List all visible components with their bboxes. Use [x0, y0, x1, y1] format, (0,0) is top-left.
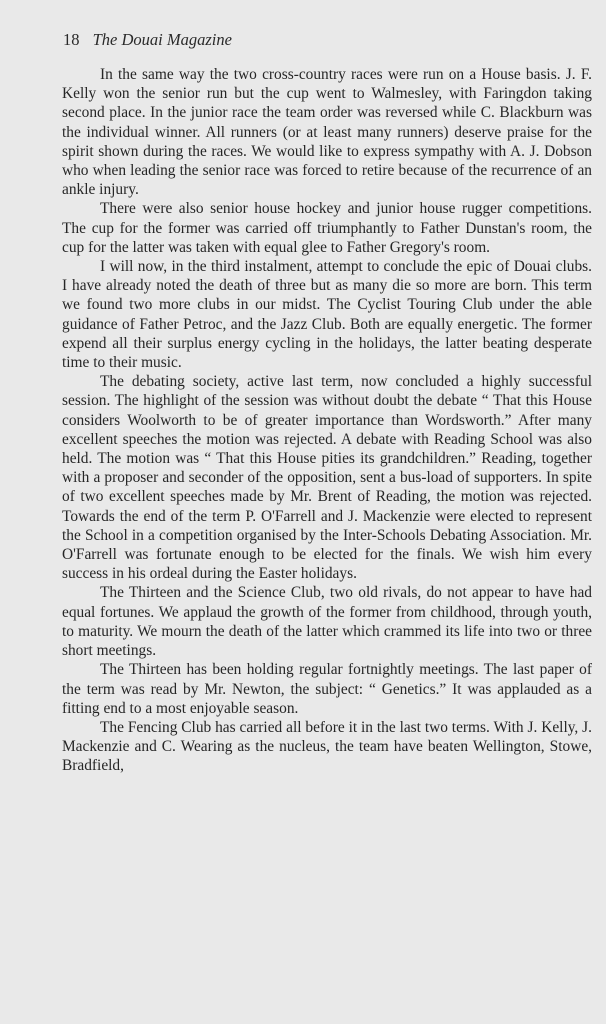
- paragraph-house-competitions: There were also senior house hockey and junior house rugger competitions. The cup for the former was carried off triumphantly to Father Dunstan's room, the cup for the latter was taken with equal glee to Father Gregory's room.: [62, 200, 592, 256]
- paragraph-douai-clubs: I will now, in the third instalment, attempt to conclude the epic of Douai clubs. I have already noted the death of three but as many die so more are born. This term we found two more clubs in our midst. The Cyclist Touring Club under the able guidance of Father Petroc, and the Jazz Club. Both are equally energetic. The former expend all their surplus energy cycling in the holidays, the latter beating desperate time to their music.: [62, 258, 592, 372]
- magazine-title: The Douai Magazine: [92, 30, 232, 49]
- page-number: 18: [63, 30, 80, 49]
- article-body: [62, 65, 592, 776]
- page-header: [63, 30, 232, 50]
- paragraph-thirteen-meetings: The Thirteen has been holding regular fortnightly meetings. The last paper of the term was read by Mr. Newton, the subject: “ Genetics.” It was applauded as a fitting end to a most enjoyable season.: [62, 661, 592, 717]
- paragraph-cross-country: In the same way the two cross-country races were run on a House basis. J. F. Kelly won the senior run but the cup went to Walmesley, with Faringdon taking second place. In the junior race the team order was reversed while C. Blackburn was the individual winner. All runners (or at least many runners) deserve praise for the spirit shown during the races. We would like to express sympathy with A. J. Dobson who when leading the senior race was forced to retire because of the recurrence of an ankle injury.: [62, 66, 592, 199]
- paragraph-fencing-club: The Fencing Club has carried all before it in the last two terms. With J. Kelly, J. Mackenzie and C. Wearing as the nucleus, the team have beaten Wellington, Stowe, Bradfield,: [62, 718, 592, 775]
- paragraph-thirteen-science-club: The Thirteen and the Science Club, two old rivals, do not appear to have had equal fortunes. We applaud the growth of the former from childhood, through youth, to maturity. We mourn the death of the latter which crammed its life into two or three short meetings.: [62, 584, 592, 660]
- paragraph-debating-society: The debating society, active last term, now concluded a highly successful session. The highlight of the session was without doubt the debate “ That this House considers Woolworth to be of greater importance than Wordsworth.” After many excellent speeches the motion was rejected. A debate with Reading School was also held. The motion was “ That this House pities its grandchildren.” Reading, together with a proposer and seconder of the opposition, sent a bus-load of supporters. In spite of two excellent speeches made by Mr. Brent of Reading, the motion was rejected. Towards the end of the term P. O'Farrell and J. Mackenzie were elected to represent the School in a competition organised by the Inter-Schools Debating Association. Mr. O'Farrell was fortunate enough to be elected for the finals. We wish him every success in his ordeal during the Easter holidays.: [62, 373, 592, 583]
